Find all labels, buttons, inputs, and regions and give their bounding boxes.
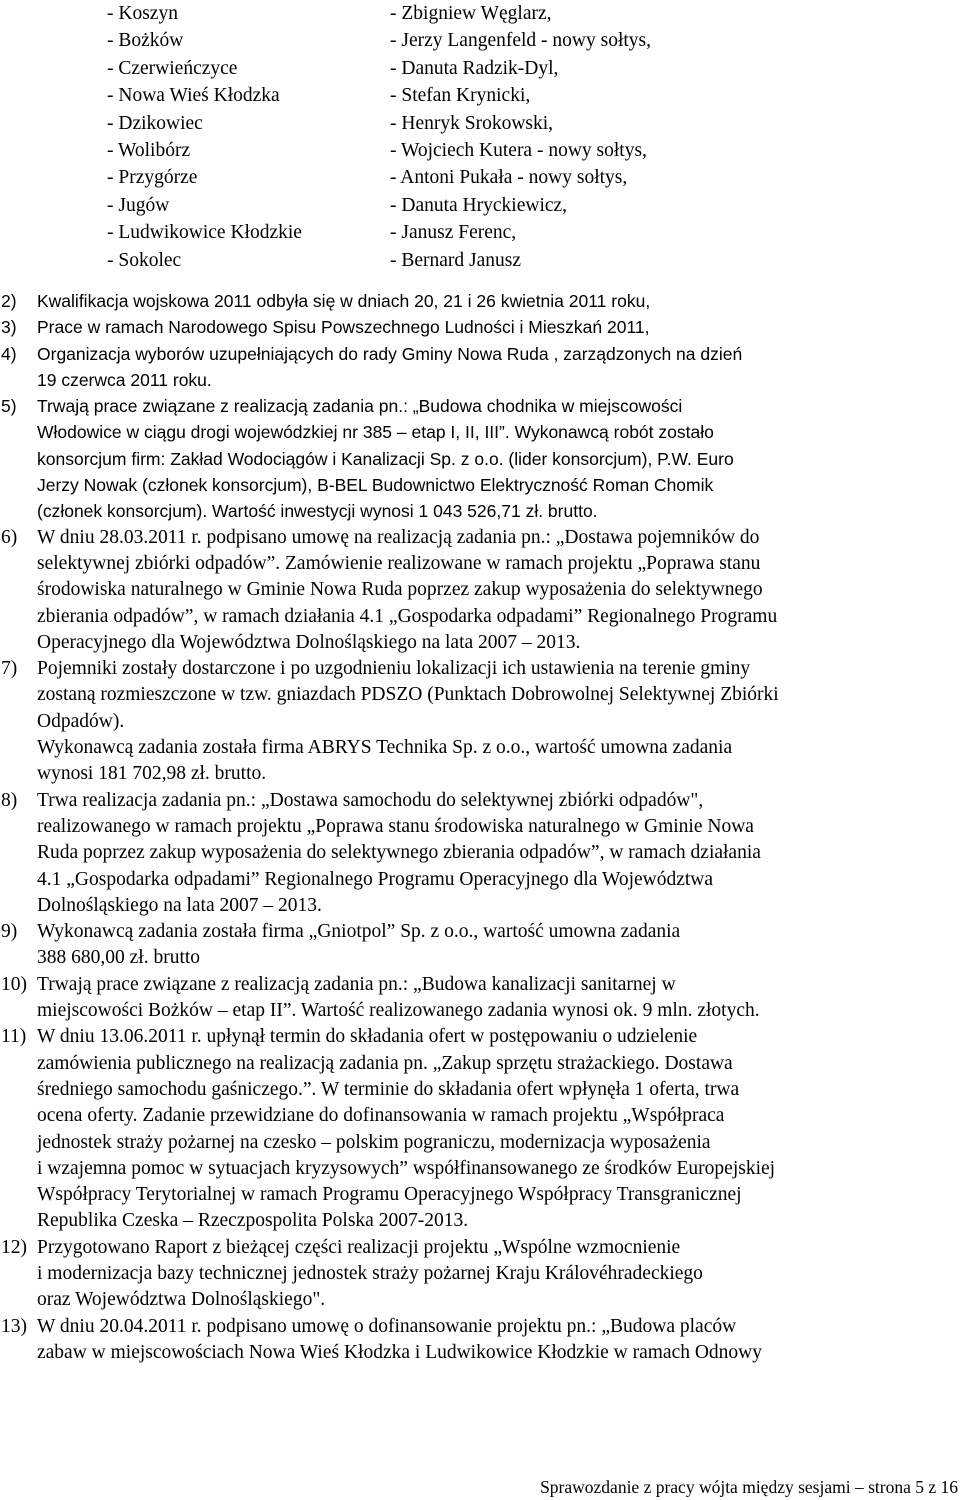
text-line: Jerzy Nowak (członek konsorcjum), B-BEL Budownictwo Elektryczność Roman Chomik <box>37 475 714 496</box>
text-line: konsorcjum firm: Zakład Wodociągów i Kanalizacji Sp. z o.o. (lider konsorcjum), P.W. Euro <box>37 448 734 469</box>
text-line: (członek konsorcjum). Wartość inwestycji wynosi 1 043 526,71 zł. brutto. <box>37 501 598 522</box>
text-line: ocena oferty. Zadanie przewidziane do dofinansowania w ramach projektu „Współpraca <box>37 1105 725 1127</box>
point-number: 4) <box>1 343 17 364</box>
text-line: i wzajemna pomoc w sytuacjach kryzysowych” współfinansowanego ze środków Europejskiej <box>37 1157 776 1179</box>
text-line: Przygotowano Raport z bieżącej części realizacji projektu „Wspólne wzmocnienie <box>37 1236 681 1258</box>
numbered-point <box>0 1235 960 1314</box>
text-line: jednostek straży pożarnej na czesko – polskim pograniczu, modernizacja wyposażenia <box>37 1131 711 1153</box>
names-column <box>390 0 651 274</box>
numbered-point <box>0 393 960 524</box>
text-line: 388 680,00 zł. brutto <box>37 947 201 969</box>
text-line: Włodowice w ciągu drogi wojewódzkiej nr 385 – etap I, II, III”. Wykonawcą robót zostało <box>37 422 714 443</box>
point-number: 5) <box>1 396 17 417</box>
text-line: Trwają prace związane z realizacją zadania pn.: „Budowa kanalizacji sanitarnej w <box>37 973 676 995</box>
village-item: - Koszyn <box>107 3 178 24</box>
point-text <box>37 1314 960 1367</box>
person-item: - Zbigniew Węglarz, <box>390 3 552 24</box>
point-text <box>37 1235 960 1314</box>
person-item: - Jerzy Langenfeld - nowy sołtys, <box>390 30 652 52</box>
text-line: Współpracy Terytorialnej w ramach Programu Operacyjnego Współpracy Transgranicznej <box>37 1184 742 1206</box>
point-number: 13) <box>1 1315 27 1337</box>
page-footer: Sprawozdanie z pracy wójta między sesjami – strona 5 z 16 <box>540 1477 958 1497</box>
person-item: - Antoni Pukała - nowy sołtys, <box>390 167 628 189</box>
text-line: Kwalifikacja wojskowa 2011 odbyła się w dniach 20, 21 i 26 kwietnia 2011 roku, <box>37 291 651 311</box>
text-line: 4.1 „Gospodarka odpadami” Regionalnego Programu Operacyjnego dla Województwa <box>37 868 714 890</box>
text-line: Odpadów). <box>37 710 125 732</box>
text-line: i modernizacja bazy technicznej jednostek straży pożarnej Kraju Královéhradeckiego <box>37 1262 703 1284</box>
numbered-points <box>0 288 960 1366</box>
person-item: - Janusz Ferenc, <box>390 222 517 244</box>
point-text <box>37 393 960 524</box>
text-line: zostaną rozmieszczone w tzw. gniazdach PDSZO (Punktach Dobrowolnej Selektywnej Zbiórki <box>37 684 779 706</box>
point-text <box>37 525 960 656</box>
numbered-point <box>0 788 960 919</box>
text-line: Pojemniki zostały dostarczone i po uzgodnieniu lokalizacji ich ustawienia na terenie gminy <box>37 658 751 680</box>
village-item: - Wolibórz <box>107 140 191 162</box>
text-line: realizowanego w ramach projektu „Poprawa stanu środowiska naturalnego w Gminie Nowa <box>37 815 754 837</box>
point-text <box>37 972 960 1025</box>
village-item: - Sokolec <box>107 249 182 271</box>
village-list <box>107 0 302 274</box>
text-line: W dniu 20.04.2011 r. podpisano umowę o dofinansowanie projektu pn.: „Budowa placów <box>37 1315 737 1337</box>
numbered-point <box>0 1314 960 1367</box>
text-line: Trwa realizacja zadania pn.: „Dostawa samochodu do selektywnej zbiórki odpadów", <box>37 789 704 811</box>
text-line: zamówienia publicznego na realizacją zadania pn. „Zakup sprzętu strażackiego. Dostawa <box>37 1052 733 1074</box>
numbered-point <box>0 919 960 972</box>
village-item: - Przygórze <box>107 167 198 189</box>
point-number: 2) <box>1 291 17 311</box>
person-item: - Stefan Krynicki, <box>390 85 531 107</box>
text-line: Wykonawcą zadania została firma ABRYS Technika Sp. z o.o., wartość umowna zadania <box>37 737 733 759</box>
village-item: - Dzikowiec <box>107 112 203 134</box>
point-text <box>37 919 960 972</box>
point-number: 9) <box>1 921 18 943</box>
point-number: 6) <box>1 526 18 548</box>
point-number: 11) <box>1 1026 27 1048</box>
text-line: średniego samochodu gaśniczego.”. W terminie do składania ofert wpłynęła 1 oferta, trwa <box>37 1078 740 1100</box>
numbered-point <box>0 341 960 394</box>
person-item: - Bernard Janusz <box>390 249 522 271</box>
numbered-point <box>0 656 960 787</box>
person-item: - Wojciech Kutera - nowy sołtys, <box>390 140 647 162</box>
village-item: - Jugów <box>107 194 170 216</box>
numbered-point <box>0 314 960 340</box>
point-text <box>37 656 960 787</box>
text-line: wynosi 181 702,98 zł. brutto. <box>37 763 267 785</box>
text-line: oraz Województwa Dolnośląskiego". <box>37 1289 326 1311</box>
text-line: miejscowości Bożków – etap II”. Wartość realizowanego zadania wynosi ok. 9 mln. złotych. <box>37 1000 760 1022</box>
text-line: W dniu 28.03.2011 r. podpisano umowę na realizacją zadania pn.: „Dostawa pojemników do <box>37 526 760 548</box>
text-line: Wykonawcą zadania została firma „Gniotpol” Sp. z o.o., wartość umowna zadania <box>37 921 681 943</box>
text-line: zbierania odpadów”, w ramach działania 4.1 „Gospodarka odpadami” Regionalnego Programu <box>37 605 778 627</box>
point-text <box>37 288 960 314</box>
numbered-point <box>0 525 960 656</box>
names-list <box>390 0 651 274</box>
person-item: - Danuta Radzik-Dyl, <box>390 57 559 79</box>
text-line: środowiska naturalnego w Gminie Nowa Ruda poprzez zakup wyposażenia do selektywnego <box>37 579 763 601</box>
text-line: Prace w ramach Narodowego Spisu Powszechnego Ludności i Mieszkań 2011, <box>37 317 650 338</box>
person-item: - Danuta Hryckiewicz, <box>390 194 568 216</box>
text-line: Dolnośląskiego na lata 2007 – 2013. <box>37 894 322 916</box>
point-number: 12) <box>1 1236 27 1258</box>
text-line: Ruda poprzez zakup wyposażenia do selektywnego zbierania odpadów”, w ramach działania <box>37 842 761 864</box>
point-text <box>37 1024 960 1234</box>
village-item: - Nowa Wieś Kłodzka <box>107 85 280 107</box>
text-line: zabaw w miejscowościach Nowa Wieś Kłodzka i Ludwikowice Kłodzkie w ramach Odnowy <box>37 1341 763 1363</box>
text-line: Republika Czeska – Rzeczpospolita Polska 2007-2013. <box>37 1210 469 1232</box>
text-line: Organizacja wyborów uzupełniających do rady Gminy Nowa Ruda , zarządzonych na dzień <box>37 343 743 364</box>
point-number: 3) <box>1 317 17 338</box>
text-line: 19 czerwca 2011 roku. <box>37 369 212 390</box>
text-line: W dniu 13.06.2011 r. upłynął termin do składania ofert w postępowaniu o udzielenie <box>37 1026 698 1048</box>
village-item: - Czerwieńczyce <box>107 57 238 79</box>
village-column <box>107 0 302 274</box>
village-item: - Ludwikowice Kłodzkie <box>107 222 302 244</box>
text-line: Operacyjnego dla Województwa Dolnośląskiego na lata 2007 – 2013. <box>37 631 581 653</box>
numbered-point <box>0 972 960 1025</box>
point-number: 10) <box>1 973 27 995</box>
point-text <box>37 314 960 340</box>
numbered-point <box>0 288 960 314</box>
point-text <box>37 788 960 919</box>
text-line: selektywnej zbiórki odpadów”. Zamówienie realizowane w ramach projektu „Poprawa stanu <box>37 552 761 574</box>
point-number: 8) <box>1 789 18 811</box>
numbered-point <box>0 1024 960 1234</box>
point-number: 7) <box>1 658 18 680</box>
text-line: Trwają prace związane z realizacją zadania pn.: „Budowa chodnika w miejscowości <box>37 396 683 417</box>
point-text <box>37 341 960 394</box>
village-item: - Bożków <box>107 30 184 52</box>
person-item: - Henryk Srokowski, <box>390 112 554 134</box>
